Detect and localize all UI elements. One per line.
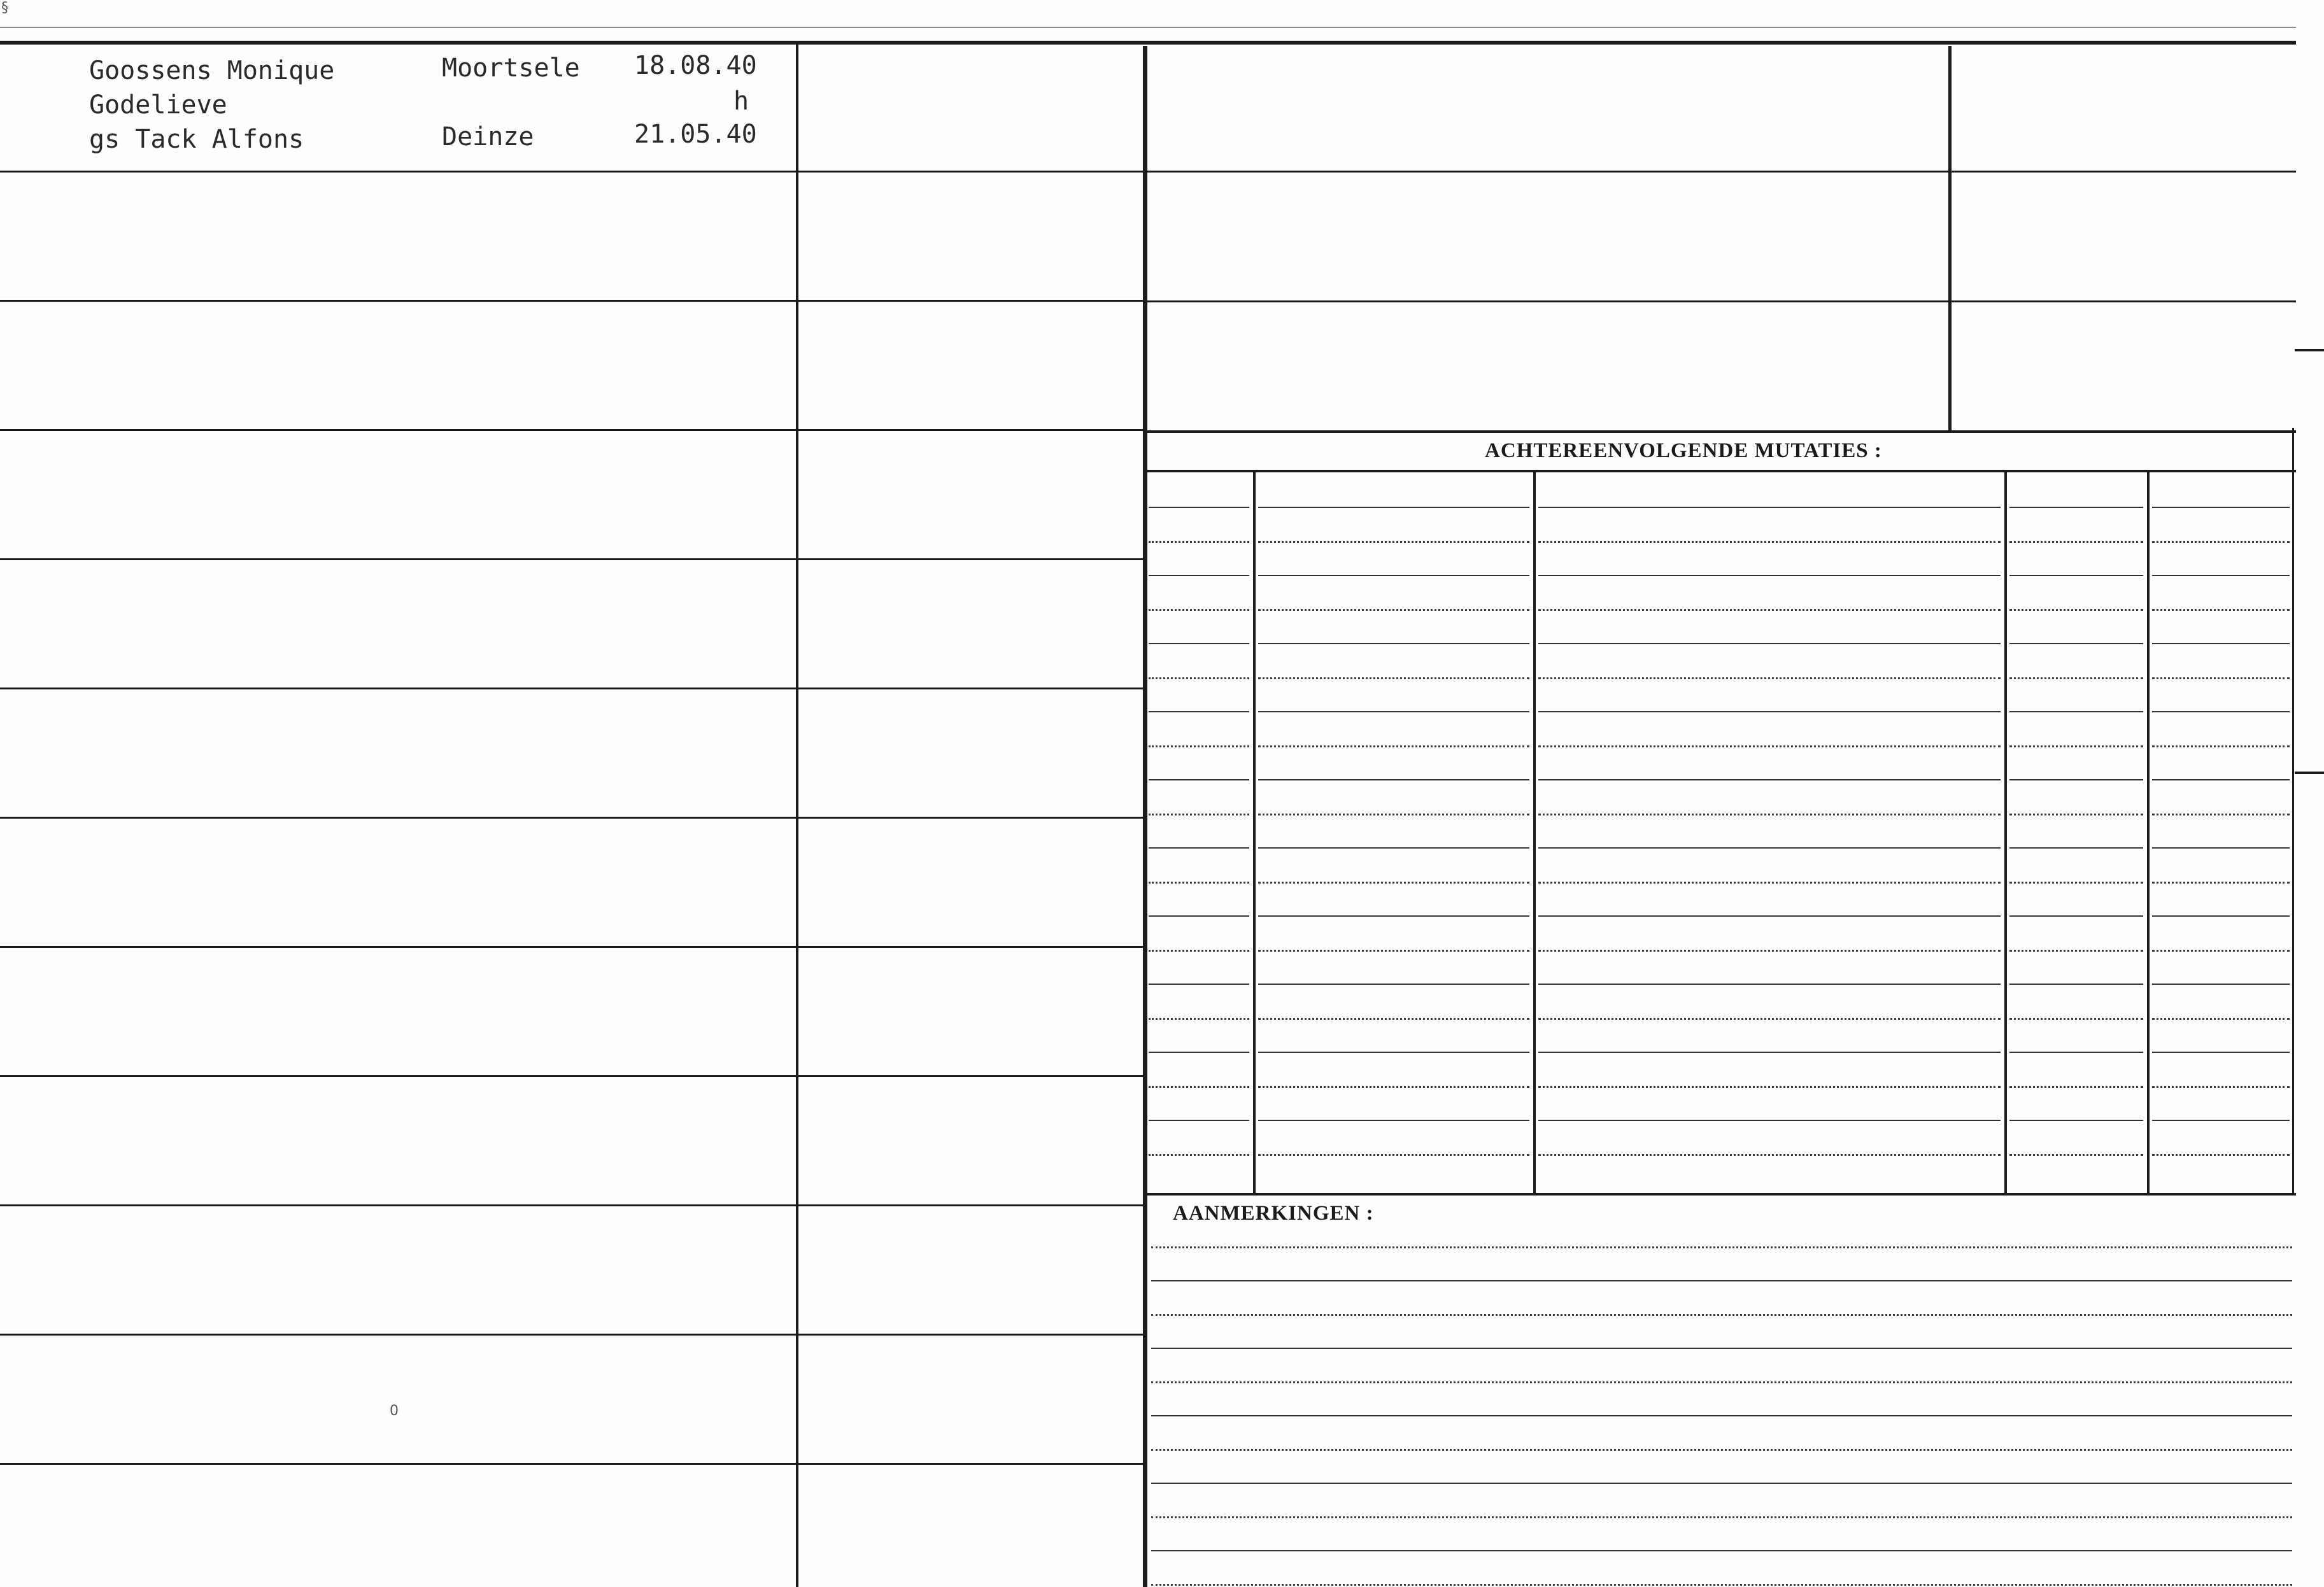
mutation-row-guide	[1149, 882, 1249, 884]
mutation-row-guide	[1538, 882, 2001, 884]
mutation-row-guide	[2009, 541, 2143, 543]
mutation-row-rule	[2152, 507, 2290, 508]
top-faint-line	[0, 27, 2296, 28]
mutation-row-guide	[2152, 1086, 2290, 1088]
remark-line	[1151, 1550, 2292, 1551]
remark-line	[1151, 1280, 2292, 1281]
mutation-row-guide	[2009, 609, 2143, 611]
mutation-row-rule	[1538, 1052, 2001, 1053]
mutations-heading: ACHTEREENVOLGENDE MUTATIES :	[1485, 439, 1882, 462]
mutation-row-rule	[1149, 575, 1249, 576]
mutation-row-guide	[2152, 814, 2290, 815]
mutation-row-rule	[1149, 984, 1249, 985]
mutation-row-guide	[2009, 814, 2143, 815]
mutations-col-2	[1533, 472, 1536, 1196]
remark-line	[1151, 1246, 2292, 1248]
mutation-row-rule	[2009, 575, 2143, 576]
mutation-row-guide	[1258, 950, 1529, 952]
mutation-row-guide	[1149, 745, 1249, 747]
side-tick-2	[2295, 772, 2324, 774]
mutation-row-rule	[2009, 643, 2143, 644]
right-top-row-1	[1146, 171, 2296, 173]
mutation-row-guide	[1538, 814, 2001, 815]
mutation-row-guide	[1258, 609, 1529, 611]
mutation-row-guide	[1149, 677, 1249, 679]
remark-line	[1151, 1516, 2292, 1518]
spouse-name-line: gs Tack Alfons	[89, 125, 304, 154]
mutation-row-rule	[2009, 711, 2143, 712]
mutation-row-rule	[2009, 779, 2143, 780]
mutation-row-rule	[2009, 507, 2143, 508]
birthplace-cell: Moortsele	[442, 53, 580, 83]
mutation-row-rule	[1149, 1052, 1249, 1053]
mutation-row-rule	[1538, 847, 2001, 849]
mutation-row-guide	[2009, 1086, 2143, 1088]
left-table-row-rule	[0, 946, 1146, 948]
mutation-row-guide	[1538, 1154, 2001, 1156]
mutation-row-rule	[1538, 1120, 2001, 1121]
mutation-row-guide	[2009, 1154, 2143, 1156]
remark-line	[1151, 1314, 2292, 1316]
person-name-line2: Godelieve	[89, 90, 227, 120]
left-table-row-rule	[0, 1204, 1146, 1206]
mutation-row-guide	[1258, 1154, 1529, 1156]
spouse-date-cell: 21.05.40	[634, 120, 757, 149]
mutation-row-rule	[1149, 643, 1249, 644]
mutation-row-guide	[1538, 1086, 2001, 1088]
mutation-row-rule	[1258, 507, 1529, 508]
mutation-row-rule	[2152, 1120, 2290, 1121]
mutation-row-rule	[2152, 1052, 2290, 1053]
mutation-row-guide	[2009, 745, 2143, 747]
mutation-row-guide	[2152, 541, 2290, 543]
mutation-row-guide	[1538, 1018, 2001, 1020]
mutation-row-guide	[2152, 609, 2290, 611]
mutation-row-rule	[2152, 779, 2290, 780]
mutation-row-rule	[2009, 915, 2143, 917]
mutation-row-rule	[2152, 984, 2290, 985]
remark-line	[1151, 1584, 2292, 1586]
mutation-row-guide	[1258, 1018, 1529, 1020]
mutation-row-rule	[2009, 1052, 2143, 1053]
mutation-row-rule	[1538, 779, 2001, 780]
remark-line	[1151, 1483, 2292, 1484]
mutation-row-rule	[1258, 1052, 1529, 1053]
mutation-row-guide	[2152, 745, 2290, 747]
right-panel-right-border	[2292, 428, 2294, 1193]
mutation-row-rule	[1149, 711, 1249, 712]
mutation-row-rule	[1149, 1120, 1249, 1121]
right-top-divider	[1948, 46, 1952, 432]
left-table-row-rule	[0, 688, 1146, 689]
mutation-row-rule	[2152, 711, 2290, 712]
mutation-row-guide	[1258, 677, 1529, 679]
mutation-row-guide	[1258, 745, 1529, 747]
mutation-row-guide	[1149, 1154, 1249, 1156]
mutations-bottom-rule	[1146, 1193, 2296, 1196]
mutation-row-rule	[2152, 575, 2290, 576]
remarks-heading: AANMERKINGEN :	[1173, 1202, 1374, 1225]
mutation-row-guide	[2009, 950, 2143, 952]
mutation-row-rule	[1149, 847, 1249, 849]
left-table-row-rule	[0, 1075, 1146, 1077]
left-table-divider	[796, 41, 798, 1587]
mutation-row-guide	[1538, 677, 2001, 679]
left-table-row-rule	[0, 171, 1146, 173]
mutation-row-rule	[1258, 984, 1529, 985]
mutation-row-rule	[1538, 643, 2001, 644]
mutation-row-rule	[1538, 711, 2001, 712]
right-panel-left-border	[1143, 46, 1147, 1587]
mutation-row-guide	[1149, 1018, 1249, 1020]
mutation-row-guide	[1149, 950, 1249, 952]
birthdate-cell: 18.08.40	[634, 51, 757, 80]
left-table-row-rule	[0, 1334, 1146, 1336]
person-name-line1: Goossens Monique	[89, 56, 335, 85]
stray-zero-mark: 0	[390, 1403, 399, 1419]
mutation-row-guide	[1149, 541, 1249, 543]
mutation-row-guide	[1149, 1086, 1249, 1088]
mutations-col-1	[1253, 472, 1256, 1196]
mutation-row-guide	[1258, 814, 1529, 815]
mutation-row-guide	[2152, 950, 2290, 952]
mutation-row-rule	[1258, 1120, 1529, 1121]
mutation-row-rule	[2009, 1120, 2143, 1121]
mutation-row-guide	[2009, 677, 2143, 679]
mutation-row-rule	[1538, 507, 2001, 508]
mutation-row-rule	[2152, 915, 2290, 917]
right-top-row-3	[1146, 430, 2296, 433]
mutation-row-guide	[1149, 814, 1249, 815]
mutation-row-guide	[2152, 677, 2290, 679]
mutation-row-rule	[1149, 915, 1249, 917]
mutation-row-rule	[1149, 779, 1249, 780]
mutations-col-4	[2147, 472, 2150, 1196]
spouse-place-cell: Deinze	[442, 122, 534, 152]
mutation-row-guide	[1149, 609, 1249, 611]
left-table-row-rule	[0, 558, 1146, 560]
mutation-row-rule	[1258, 575, 1529, 576]
mutation-row-guide	[2152, 1018, 2290, 1020]
mutation-row-rule	[1538, 575, 2001, 576]
mutation-row-guide	[1538, 609, 2001, 611]
mutation-row-rule	[1258, 779, 1529, 780]
status-mark-cell: h	[733, 87, 749, 116]
mutation-row-rule	[2152, 847, 2290, 849]
right-top-row-2	[1146, 300, 2296, 302]
mutation-row-rule	[2009, 984, 2143, 985]
left-table-row-rule	[0, 1463, 1146, 1465]
mutation-row-guide	[2009, 1018, 2143, 1020]
remark-line	[1151, 1449, 2292, 1451]
mutation-row-rule	[2009, 847, 2143, 849]
mutation-row-rule	[1149, 507, 1249, 508]
remark-line	[1151, 1348, 2292, 1349]
mutation-row-rule	[1258, 847, 1529, 849]
mutation-row-guide	[1538, 950, 2001, 952]
mutation-row-guide	[1538, 745, 2001, 747]
remark-line	[1151, 1415, 2292, 1416]
mutation-row-rule	[1258, 643, 1529, 644]
remark-line	[1151, 1381, 2292, 1383]
mutation-row-rule	[1258, 915, 1529, 917]
mutation-row-rule	[1538, 984, 2001, 985]
left-table-row-rule	[0, 300, 1146, 302]
side-tick-1	[2295, 349, 2324, 351]
mutation-row-rule	[2152, 643, 2290, 644]
mutation-row-guide	[1258, 882, 1529, 884]
mutation-row-guide	[2009, 882, 2143, 884]
mutation-row-rule	[1258, 711, 1529, 712]
left-table-row-rule	[0, 429, 1146, 431]
corner-mark: §	[1, 0, 8, 16]
mutation-row-guide	[2152, 882, 2290, 884]
mutation-row-guide	[1258, 1086, 1529, 1088]
mutation-row-rule	[1538, 915, 2001, 917]
mutations-col-3	[2004, 472, 2007, 1196]
mutation-row-guide	[2152, 1154, 2290, 1156]
top-border-line	[0, 41, 2296, 45]
mutation-row-guide	[1538, 541, 2001, 543]
mutations-header-rule	[1146, 470, 2296, 472]
left-table-row-rule	[0, 817, 1146, 819]
mutation-row-guide	[1258, 541, 1529, 543]
